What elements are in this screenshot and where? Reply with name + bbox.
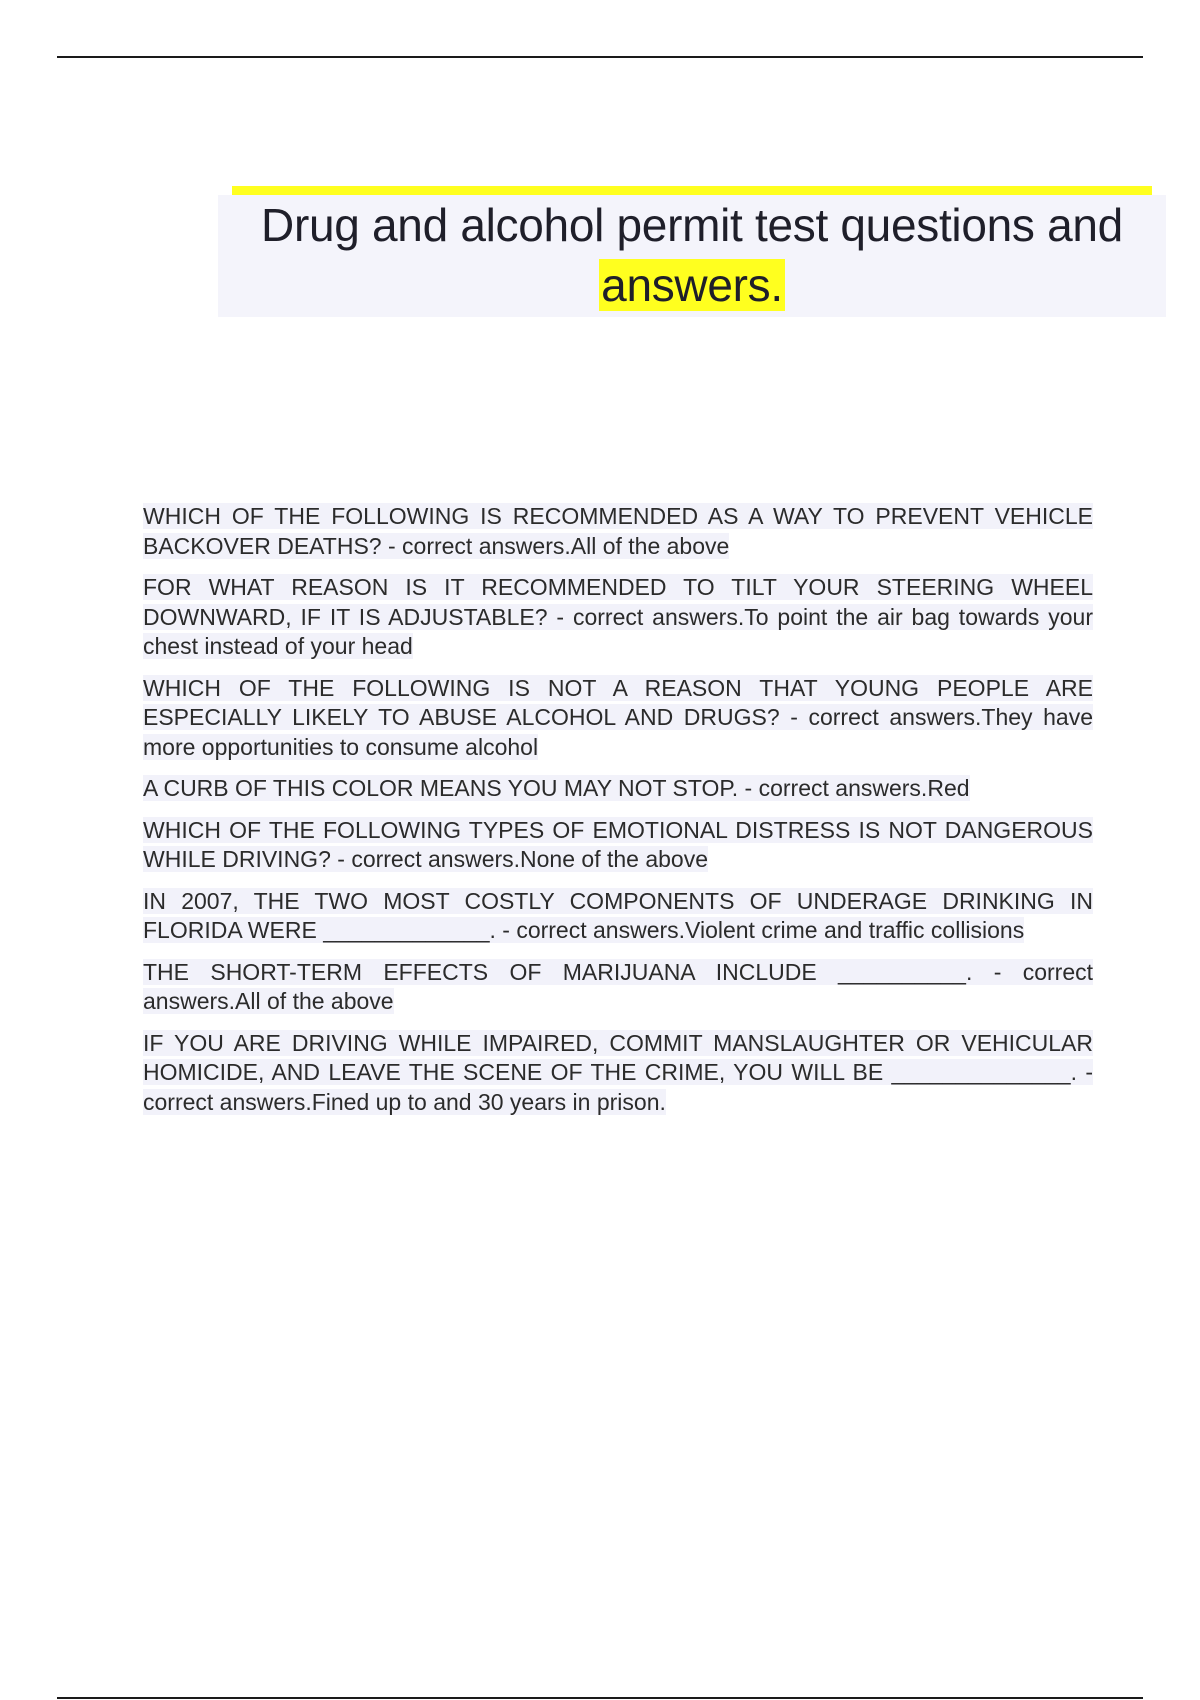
document-title <box>218 195 1166 315</box>
qa-separator: - correct answers. <box>381 532 571 559</box>
qa-answer: They have more opportunities to consume alcohol <box>143 704 1093 760</box>
qa-answer: All of the above <box>570 532 730 559</box>
qa-item <box>143 816 1093 875</box>
qa-question: WHICH OF THE FOLLOWING TYPES OF EMOTIONAL DISTRESS IS NOT DANGEROUS WHILE DRIVING? <box>143 816 1093 872</box>
title-highlight-bar <box>232 186 1152 195</box>
qa-question: FOR WHAT REASON IS IT RECOMMENDED TO TILT YOUR STEERING WHEEL DOWNWARD, IF IT IS ADJUSTABLE? <box>143 574 1093 630</box>
qa-item <box>143 774 1093 804</box>
qa-separator: - correct answers. <box>779 704 982 730</box>
qa-separator: - correct answers. <box>143 1059 1093 1115</box>
qa-separator: - correct answers. <box>495 917 686 943</box>
top-rule <box>57 56 1143 58</box>
qa-question: WHICH OF THE FOLLOWING IS RECOMMENDED AS A WAY TO PREVENT VEHICLE BACKOVER DEATHS? <box>143 503 1093 559</box>
qa-question: IF YOU ARE DRIVING WHILE IMPAIRED, COMMIT MANSLAUGHTER OR VEHICULAR HOMICIDE, AND LEAVE THE SCENE OF THE CRIME, YOU WILL BE ______________. <box>143 1029 1093 1085</box>
document-title-main: Drug and alcohol permit test questions and <box>261 199 1123 251</box>
qa-item <box>143 887 1093 946</box>
qa-item <box>143 958 1093 1017</box>
qa-item <box>143 573 1093 662</box>
qa-question: IN 2007, THE TWO MOST COSTLY COMPONENTS OF UNDERAGE DRINKING IN FLORIDA WERE _____________. <box>143 887 1093 943</box>
qa-item <box>143 502 1093 561</box>
qa-question: THE SHORT-TERM EFFECTS OF MARIJUANA INCLUDE __________. <box>143 958 973 985</box>
qa-separator: - correct answers. <box>738 775 928 801</box>
qa-answer: None of the above <box>520 846 709 872</box>
qa-question: WHICH OF THE FOLLOWING IS NOT A REASON THAT YOUNG PEOPLE ARE ESPECIALLY LIKELY TO ABUSE ALCOHOL AND DRUGS? <box>143 674 1093 730</box>
qa-separator: - correct answers. <box>547 603 745 630</box>
qa-separator: - correct answers. <box>143 958 1094 1014</box>
qa-answer: Violent crime and traffic collisions <box>685 917 1025 943</box>
qa-list <box>143 502 1093 1129</box>
qa-item <box>143 1029 1093 1118</box>
qa-answer: All of the above <box>235 988 394 1014</box>
qa-item <box>143 674 1093 763</box>
qa-separator: - correct answers. <box>330 846 521 872</box>
qa-question: A CURB OF THIS COLOR MEANS YOU MAY NOT STOP. <box>143 775 739 801</box>
qa-answer: Red <box>927 775 970 801</box>
document-title-highlight: answers. <box>601 259 783 311</box>
qa-answer: Fined up to and 30 years in prison. <box>311 1088 666 1115</box>
qa-answer: To point the air bag towards your chest instead of your head <box>143 603 1093 659</box>
bottom-rule <box>57 1697 1143 1699</box>
